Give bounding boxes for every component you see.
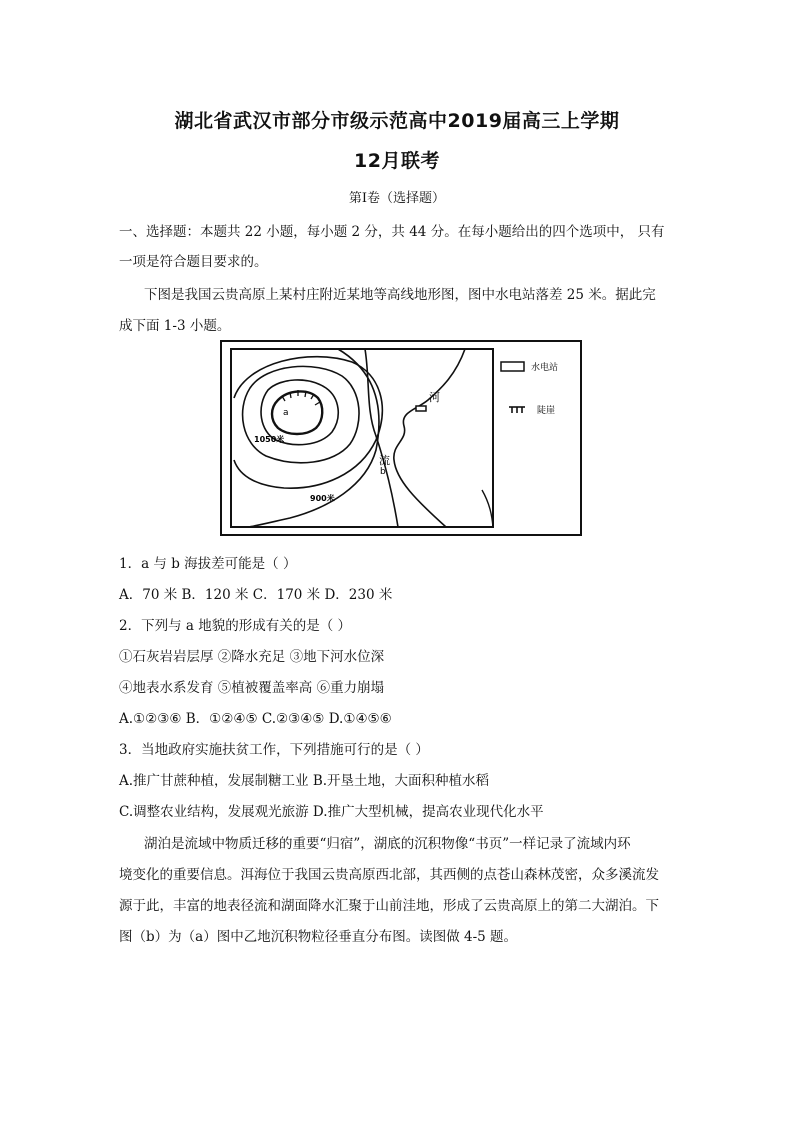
question-1: 1．a 与 b 海拔差可能是（ ） bbox=[119, 556, 297, 572]
question-3-options-2: C.调整农业结构，发展观光旅游 D.推广大型机械，提高农业现代化水平 bbox=[119, 804, 544, 820]
contour-label-1050: 1050米 bbox=[254, 435, 285, 444]
question-2: 2．下列与 a 地貌的形成有关的是（ ） bbox=[119, 618, 352, 634]
river-label-he: 河 bbox=[429, 391, 440, 404]
contour-map-figure bbox=[220, 340, 582, 536]
contour-label-900: 900米 bbox=[310, 494, 335, 503]
question-2-options: A.①②③⑥ B．①②④⑤ C.②③④⑤ D.①④⑤⑥ bbox=[119, 711, 392, 727]
intro2-line-2: 境变化的重要信息。洱海位于我国云贵高原西北部，其西侧的点苍山森林茂密，众多溪流发 bbox=[119, 867, 659, 883]
instructions-line-2: 一项是符合题目要求的。 bbox=[119, 254, 268, 270]
question-1-options: A．70 米 B．120 米 C．170 米 D．230 米 bbox=[119, 587, 393, 603]
intro2-line-4: 图（b）为（a）图中乙地沉积物粒径垂直分布图。读图做 4-5 题。 bbox=[119, 929, 518, 945]
intro-paragraph-line-1: 下图是我国云贵高原上某村庄附近某地等高线地形图，图中水电站落差 25 米。据此完 bbox=[144, 287, 656, 303]
question-2-items-1: ①石灰岩岩层厚 ②降水充足 ③地下河水位深 bbox=[119, 649, 385, 665]
contour-map bbox=[220, 340, 582, 536]
question-3-options-1: A.推广甘蔗种植，发展制糖工业 B.开垦土地，大面积种植水稻 bbox=[119, 773, 490, 789]
legend-station-icon bbox=[501, 362, 524, 371]
legend-station-label: 水电站 bbox=[531, 363, 559, 373]
legend-cliff-label: 陡崖 bbox=[537, 406, 556, 416]
river-label-liu: 流 bbox=[379, 454, 390, 467]
document-title-line-2: 12月联考 bbox=[354, 150, 440, 172]
instructions-line-1: 一、选择题：本题共 22 小题，每小题 2 分，共 44 分。在每小题给出的四个选项中， 只有 bbox=[119, 224, 665, 240]
section-heading: 第Ⅰ卷（选择题） bbox=[348, 191, 446, 206]
question-3: 3．当地政府实施扶贫工作，下列措施可行的是（ ） bbox=[119, 742, 429, 758]
intro2-line-1: 湖泊是流域中物质迁移的重要“归宿”，湖底的沉积物像“书页”一样记录了流域内环 bbox=[144, 836, 631, 852]
hydropower-station-marker bbox=[416, 406, 426, 411]
point-a-label: a bbox=[283, 408, 289, 418]
intro2-line-3: 源于此，丰富的地表径流和湖面降水汇聚于山前洼地，形成了云贵高原上的第二大湖泊。下 bbox=[119, 898, 659, 914]
intro-paragraph-line-2: 成下面 1-3 小题。 bbox=[119, 318, 231, 334]
document-title-line-1: 湖北省武汉市部分市级示范高中2019届高三上学期 bbox=[174, 110, 620, 132]
question-2-items-2: ④地表水系发育 ⑤植被覆盖率高 ⑥重力崩塌 bbox=[119, 680, 385, 696]
legend-cliff-icon bbox=[509, 407, 525, 413]
point-b-label: b bbox=[380, 467, 386, 477]
